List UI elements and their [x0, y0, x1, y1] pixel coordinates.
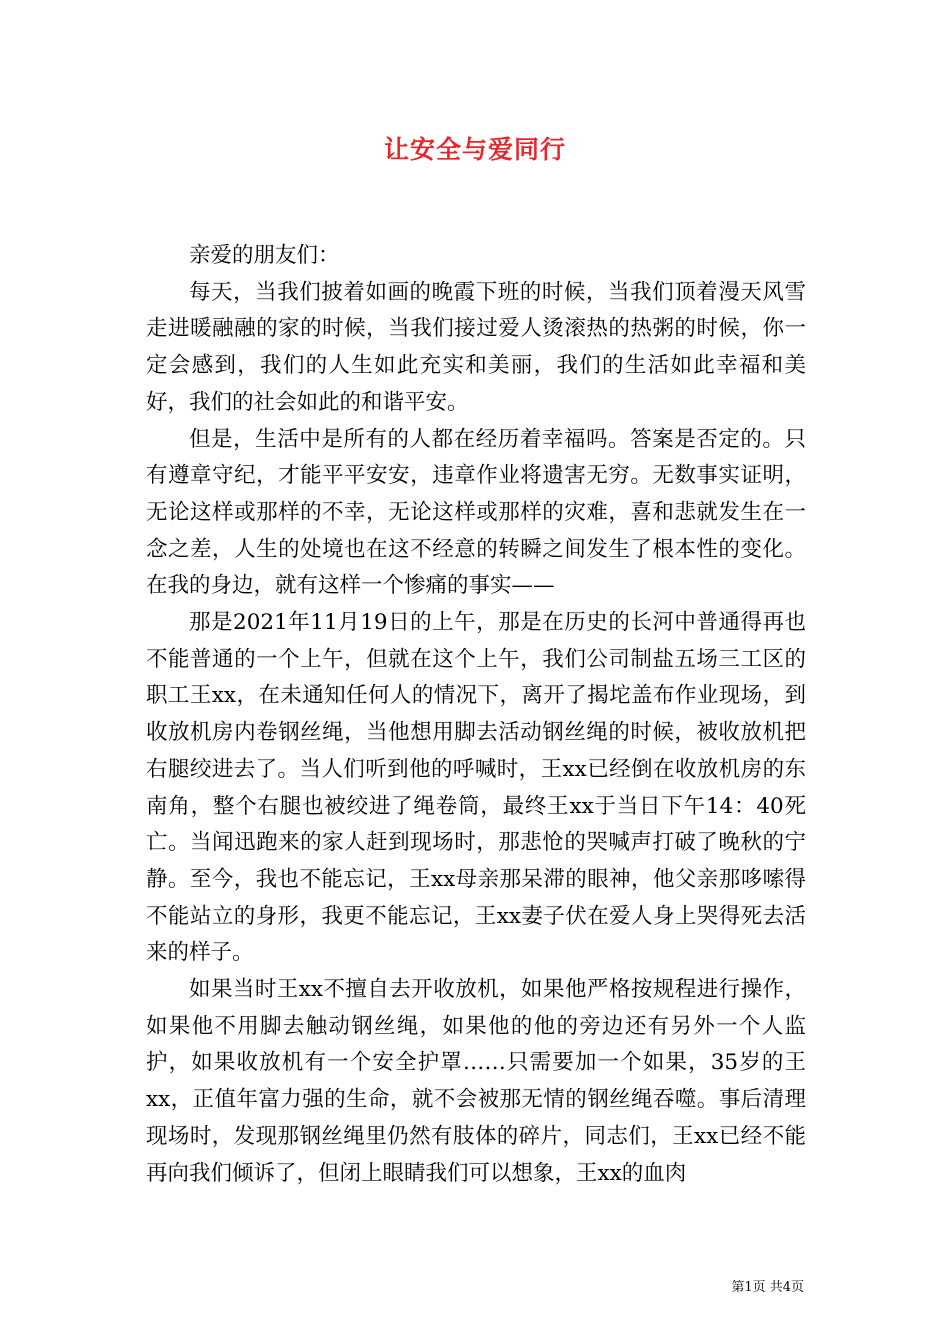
page-number-footer: 第1页 共4页	[731, 1280, 804, 1295]
paragraph-salutation: 亲爱的朋友们：	[189, 243, 340, 268]
document-body	[146, 238, 806, 1192]
paragraph: 每天，当我们披着如画的晚霞下班的时候，当我们顶着漫天风雪走进暖融融的家的时候，当我们接过爱人烫滚热的热粥的时候，你一定会感到，我们的人生如此充实和美丽，我们的生活如此幸福和美好，我们的社会如此的和谐平安。	[146, 279, 806, 415]
paragraph: 如果当时王xx不擅自去开收放机，如果他严格按规程进行操作，如果他不用脚去触动钢丝绳，如果他的他的旁边还有另外一个人监护，如果收放机有一个安全护罩……只需要加一个如果，35岁的王xx，正值年富力强的生命，就不会被那无情的钢丝绳吞噬。事后清理现场时，发现那钢丝绳里仍然有肢体的碎片，同志们，王xx已经不能再向我们倾诉了，但闭上眼睛我们可以想象，王xx的血肉	[146, 977, 806, 1186]
paragraph: 那是2021年11月19日的上午，那是在历史的长河中普通得再也不能普通的一个上午，但就在这个上午，我们公司制盐五场三工区的职工王xx，在未通知任何人的情况下，离开了揭坨盖布作业现场，到收放机房内卷钢丝绳，当他想用脚去活动钢丝绳的时候，被收放机把右腿绞进去了。当人们听到他的呼喊时，王xx已经倒在收放机房的东南角，整个右腿也被绞进了绳卷筒，最终王xx于当日下午14：40死亡。当闻迅跑来的家人赶到现场时，那悲怆的哭喊声打破了晚秋的宁静。至今，我也不能忘记，王xx母亲那呆滞的眼神，他父亲那哆嗦得不能站立的身形，我更不能忘记，王xx妻子伏在爱人身上哭得死去活来的样子。	[146, 610, 806, 966]
document-title: 让安全与爱同行	[383, 135, 566, 164]
paragraph: 但是，生活中是所有的人都在经历着幸福吗。答案是否定的。只有遵章守纪，才能平平安安，违章作业将遗害无穷。无数事实证明，无论这样或那样的不幸，无论这样或那样的灾难，喜和悲就发生在一念之差，人生的处境也在这不经意的转瞬之间发生了根本性的变化。在我的身边，就有这样一个惨痛的事实——	[146, 426, 806, 599]
